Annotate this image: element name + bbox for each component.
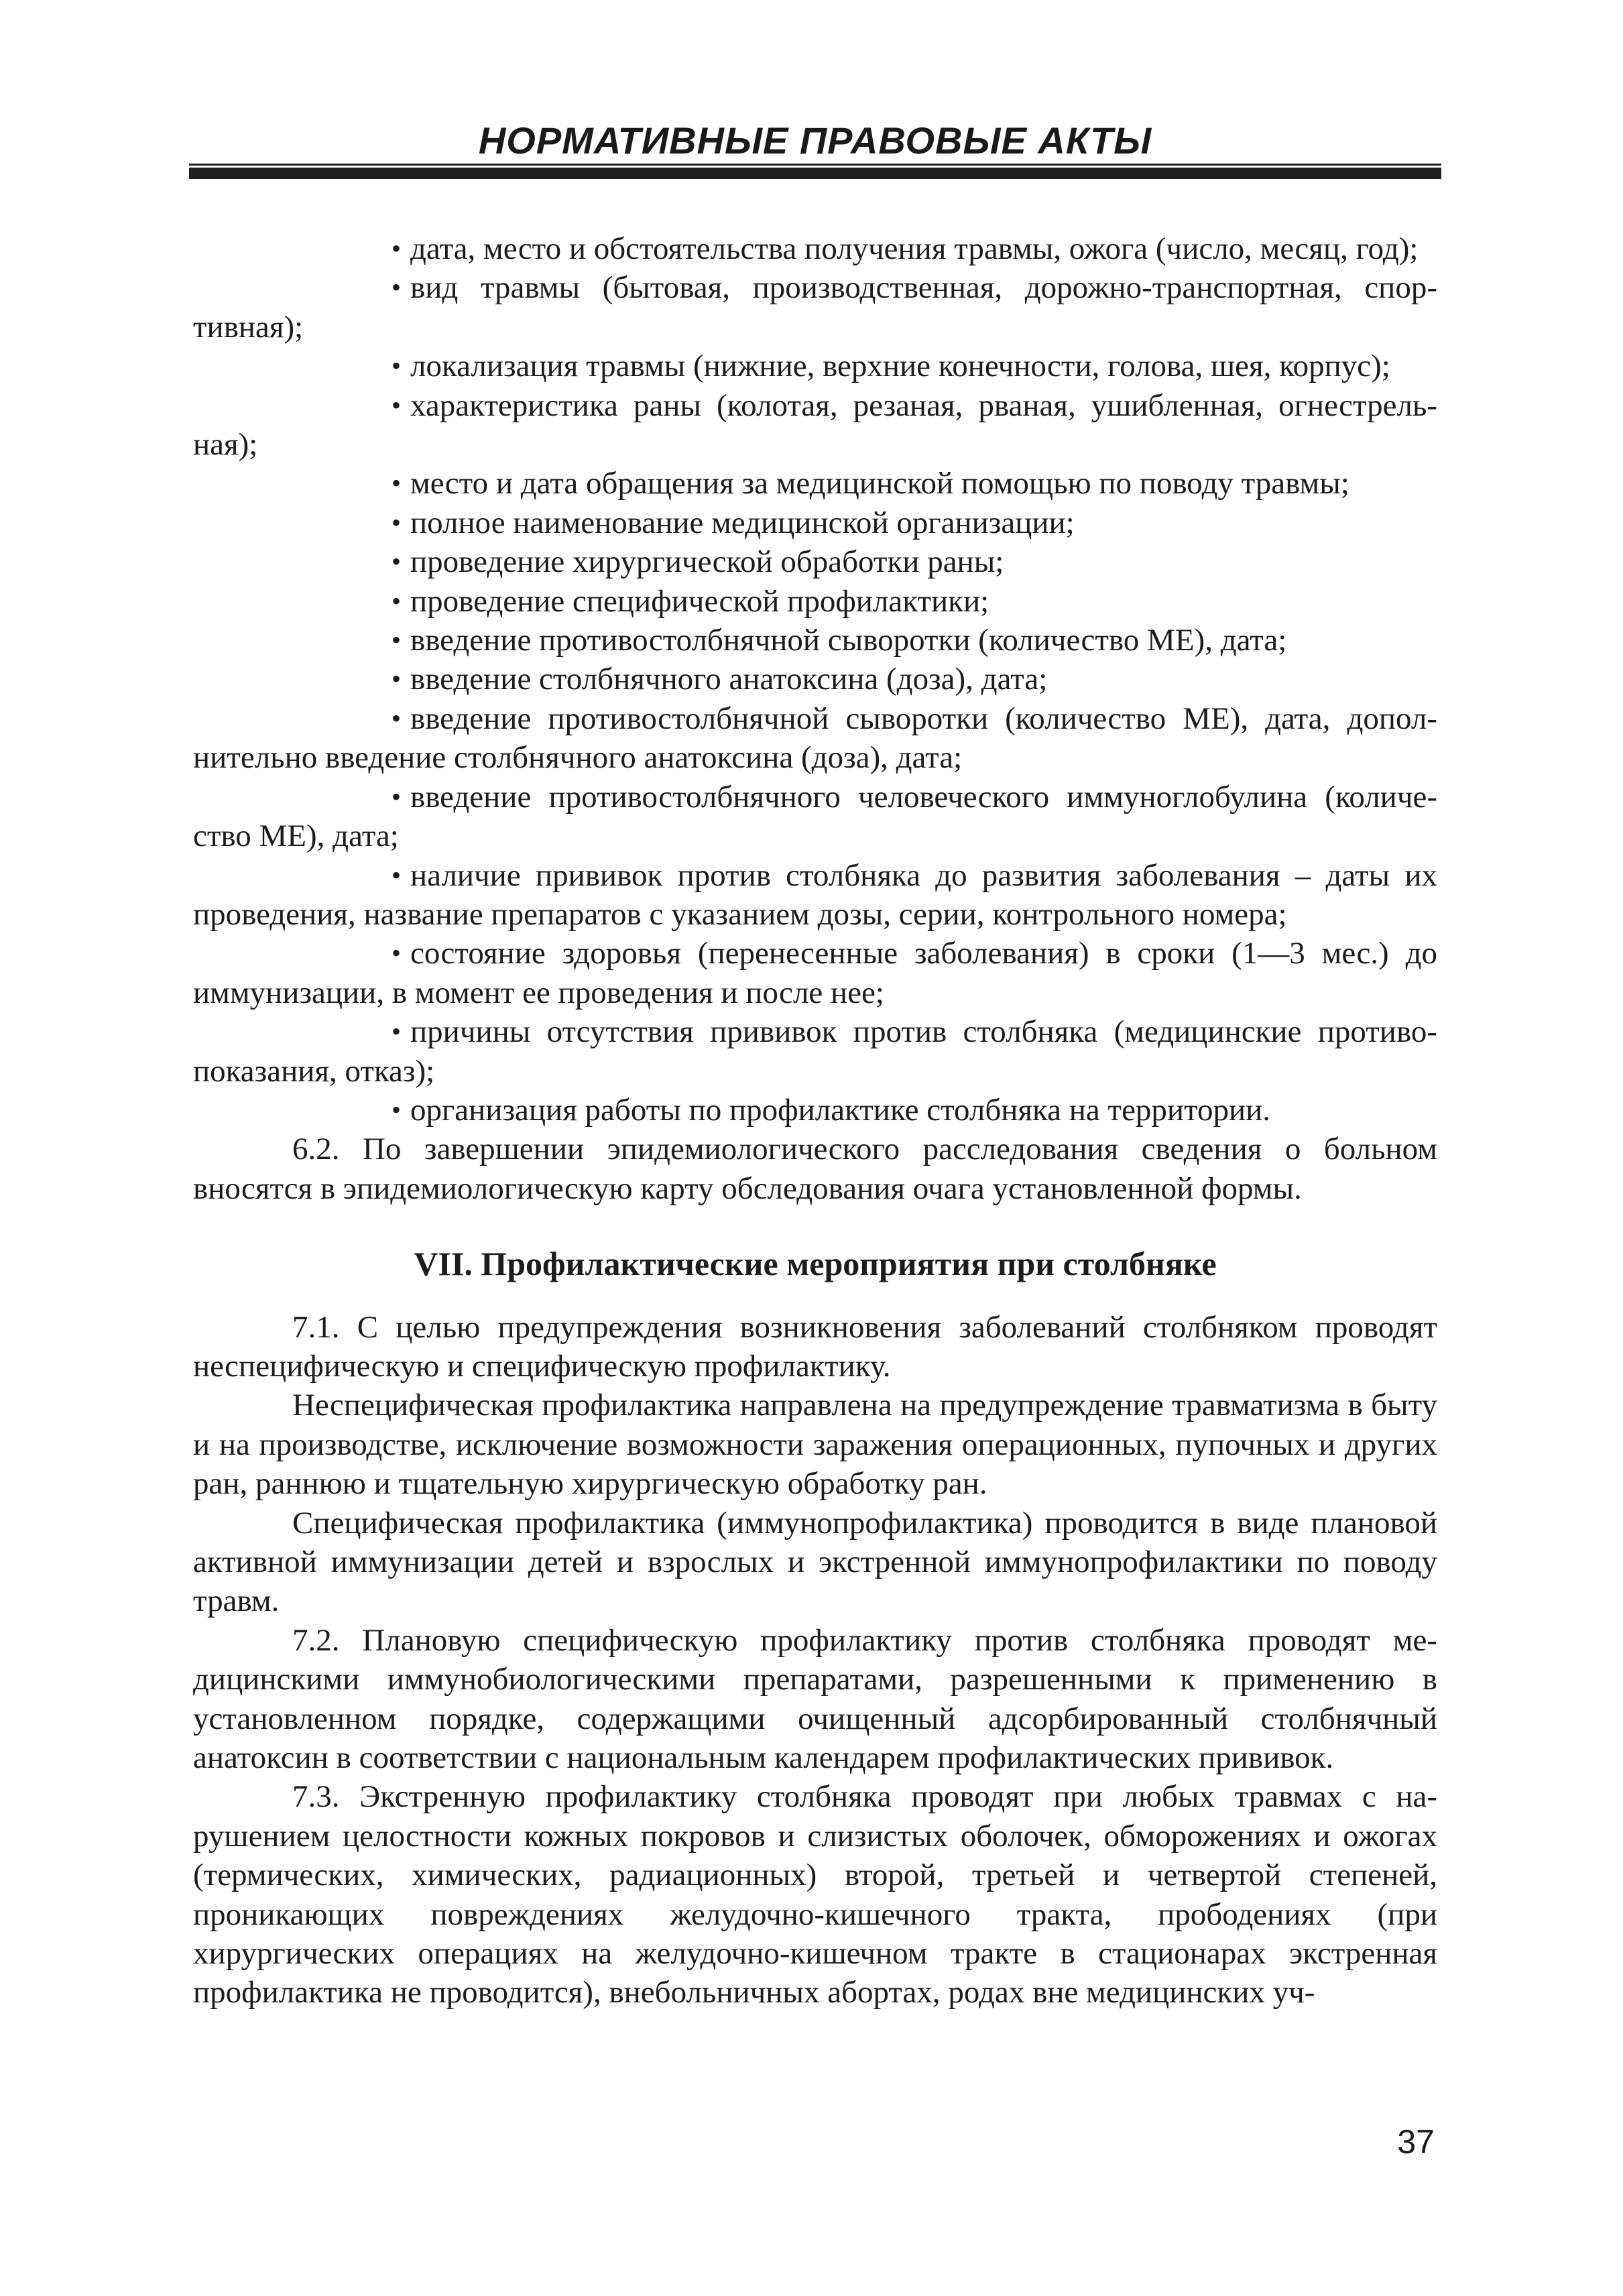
bullet-icon: • <box>392 1016 402 1047</box>
bullet-text: полное наименование медицинской организации; <box>410 505 1075 540</box>
bullet-item <box>193 1091 1437 1130</box>
header-rule-thin <box>189 164 1441 166</box>
bullet-text: организация работы по профилактике столбняка на территории. <box>410 1092 1271 1128</box>
bullet-item <box>193 778 1437 856</box>
paragraph-specific-prophylaxis: Специфическая профилактика (иммунопрофилактика) проводится в виде плановой активной иммунизации детей и взрослых и экстренной иммунопрофилактики по поводу травм. <box>193 1505 1437 1619</box>
bullet-item <box>193 699 1437 778</box>
bullet-item <box>193 582 1437 621</box>
page-body <box>193 229 1437 2012</box>
bullet-text: введение противостолбнячного человеческого иммуноглобулина (количество МЕ), дата; <box>193 779 1437 854</box>
bullet-text: характеристика раны (колотая, резаная, рваная, ушибленная, огнестрельная); <box>193 387 1437 463</box>
bullet-item <box>193 660 1437 699</box>
bullet-item <box>193 1012 1437 1091</box>
bullet-icon: • <box>392 468 402 499</box>
bullet-text: причины отсутствия прививок против столбняка (медицинские противопоказания, отказ); <box>193 1014 1437 1089</box>
bullet-icon: • <box>392 272 402 303</box>
bullet-item <box>193 542 1437 581</box>
bullet-icon: • <box>392 703 402 733</box>
bullet-text: вид травмы (бытовая, производственная, дорожно-транспортная, спортивная); <box>193 270 1437 345</box>
bullet-icon: • <box>392 546 402 577</box>
bullet-item <box>193 347 1437 385</box>
header-rule <box>189 168 1441 179</box>
paragraph-7-2: 7.2. Плановую специфическую профилактику против столбняка проводят медицинскими иммунобиологическими препаратами, разрешенными к применению в установленном порядке, содержащими очищенный адсорбированный столбнячный анатоксин в соответствии с национальным календарем профилактических прививок. <box>193 1622 1437 1776</box>
bullet-icon: • <box>392 781 402 812</box>
bullet-item <box>193 503 1437 542</box>
bullet-text: проведение специфической профилактики; <box>410 583 989 619</box>
paragraph-6-2: 6.2. По завершении эпидемиологического расследования сведения о больном вносятся в эпидемиологическую карту обследования очага установленной формы. <box>193 1132 1437 1206</box>
bullet-icon: • <box>392 351 402 381</box>
bullet-item <box>193 464 1437 503</box>
page-header <box>189 119 1441 180</box>
bullet-item <box>193 268 1437 347</box>
bullet-icon: • <box>392 507 402 538</box>
bullet-text: введение столбнячного анатоксина (доза), дата; <box>410 662 1048 697</box>
section-heading: VII. Профилактические мероприятия при столбняке <box>414 1245 1217 1283</box>
bullet-icon: • <box>392 625 402 656</box>
bullet-icon: • <box>392 859 402 890</box>
bullet-text: дата, место и обстоятельства получения травмы, ожога (число, месяц, год); <box>410 231 1419 266</box>
bullet-icon: • <box>392 389 402 420</box>
bullet-text: место и дата обращения за медицинской помощью по поводу травмы; <box>410 466 1349 501</box>
bullet-icon: • <box>392 233 402 263</box>
bullet-text: локализация травмы (нижние, верхние конечности, голова, шея, корпус); <box>410 349 1390 384</box>
paragraph-7-1: 7.1. С целью предупреждения возникновения заболеваний столбняком проводят неспецифическую и специфическую профилактику. <box>193 1309 1437 1384</box>
bullet-text: проведение хирургической обработки раны; <box>410 544 1004 580</box>
bullet-item <box>193 386 1437 465</box>
running-header-title: НОРМАТИВНЫЕ ПРАВОВЫЕ АКТЫ <box>478 119 1152 162</box>
bullet-text: состояние здоровья (перенесенные заболевания) в сроки (1—3 мес.) до иммунизации, в момент ее проведения и после нее; <box>193 936 1437 1010</box>
page-number: 37 <box>1397 2123 1435 2161</box>
bullet-item <box>193 229 1437 268</box>
bullet-text: введение противостолбнячной сыворотки (количество МЕ), дата; <box>410 623 1287 658</box>
bullet-text: наличие прививок против столбняка до развития заболевания – даты их проведения, название препаратов с указанием дозы, серии, контрольного номера; <box>193 857 1437 932</box>
bullet-icon: • <box>392 938 402 969</box>
bullet-item <box>193 621 1437 660</box>
bullet-text: введение противостолбнячной сыворотки (количество МЕ), дата, дополнительно введение столбнячного анатоксина (доза), дата; <box>193 701 1437 776</box>
bullet-item <box>193 934 1437 1012</box>
paragraph-nonspecific-prophylaxis: Неспецифическая профилактика направлена на предупреждение травматизма в быту и на производстве, исключение возможности заражения операционных, пупочных и других ран, раннюю и тщательную хирургическую обработку ран. <box>193 1388 1437 1502</box>
bullet-icon: • <box>392 585 402 616</box>
bullet-icon: • <box>392 1094 402 1125</box>
bullet-item <box>193 856 1437 934</box>
paragraph-7-3: 7.3. Экстренную профилактику столбняка проводят при любых травмах с нарушением целостности кожных покровов и слизистых оболочек, обморожениях и ожогах (термических, химических, радиационных) второй, третьей и четвертой степеней, проникающих повреждениях желудочно-кишечного тракта, прободениях (при хирургических операциях на желудочно-кишечном тракте в стационарах экстренная профилактика не проводится), внебольничных абортах, родах вне медицинских уч- <box>193 1779 1437 2010</box>
bullet-icon: • <box>392 664 402 694</box>
